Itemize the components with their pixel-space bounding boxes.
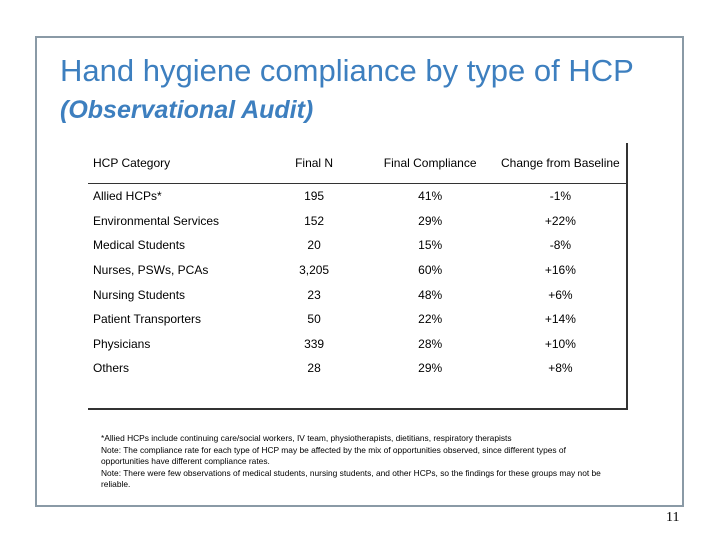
cell-change: +6% bbox=[548, 287, 573, 302]
cell-final-n: 50 bbox=[307, 312, 321, 327]
cell-final-compliance: 15% bbox=[418, 238, 443, 253]
cell-category: Physicians bbox=[93, 336, 151, 351]
cell-change: +10% bbox=[544, 336, 576, 351]
cell-final-compliance: 22% bbox=[418, 312, 443, 327]
cell-category: Patient Transporters bbox=[93, 312, 202, 327]
cell-change: -1% bbox=[549, 189, 572, 204]
cell-final-n: 195 bbox=[304, 189, 325, 204]
header-final-compliance: Final Compliance bbox=[366, 143, 495, 184]
table-row bbox=[88, 258, 626, 283]
slide-title bbox=[60, 52, 660, 129]
cell-final-n: 28 bbox=[307, 361, 321, 376]
cell-category: Allied HCPs* bbox=[93, 189, 162, 204]
header-final-n: Final N bbox=[263, 143, 366, 184]
table-row bbox=[88, 209, 626, 234]
table-header-row bbox=[88, 143, 626, 184]
cell-change: +8% bbox=[548, 361, 573, 376]
header-change-from-baseline: Change from Baseline bbox=[495, 143, 626, 184]
compliance-table bbox=[88, 143, 626, 381]
footnote-few-observations: Note: There were few observations of medical students, nursing students, and other HCPs, so the findings for these groups may not be reliable. bbox=[101, 467, 601, 490]
cell-final-compliance: 29% bbox=[418, 213, 443, 228]
cell-change: +22% bbox=[544, 213, 576, 228]
cell-final-n: 339 bbox=[304, 336, 325, 351]
header-hcp-category: HCP Category bbox=[88, 143, 263, 184]
cell-category: Nurses, PSWs, PCAs bbox=[93, 263, 209, 278]
table-row bbox=[88, 184, 626, 209]
cell-category: Nursing Students bbox=[93, 287, 186, 302]
cell-final-compliance: 48% bbox=[418, 287, 443, 302]
cell-final-n: 152 bbox=[304, 213, 325, 228]
table-row bbox=[88, 307, 626, 332]
cell-change: -8% bbox=[549, 238, 572, 253]
page-number: 11 bbox=[666, 510, 680, 525]
cell-change: +16% bbox=[544, 263, 576, 278]
cell-change: +14% bbox=[544, 312, 576, 327]
title-main: Hand hygiene compliance by type of HCP bbox=[60, 53, 634, 88]
table-row bbox=[88, 233, 626, 258]
cell-final-n: 3,205 bbox=[299, 263, 330, 278]
table-row bbox=[88, 356, 626, 381]
footnote-allied-hcps: *Allied HCPs include continuing care/social workers, IV team, physiotherapists, dietitians, respiratory therapists bbox=[101, 433, 512, 443]
cell-category: Medical Students bbox=[93, 238, 186, 253]
cell-category: Others bbox=[93, 361, 130, 376]
title-subtitle: (Observational Audit) bbox=[60, 96, 314, 124]
table-row bbox=[88, 332, 626, 357]
cell-final-compliance: 29% bbox=[418, 361, 443, 376]
cell-category: Environmental Services bbox=[93, 213, 220, 228]
cell-final-n: 23 bbox=[307, 287, 321, 302]
table-row bbox=[88, 282, 626, 307]
cell-final-n: 20 bbox=[307, 238, 321, 253]
footnotes bbox=[101, 433, 601, 491]
footnote-compliance-rate: Note: The compliance rate for each type of HCP may be affected by the mix of opportunities observed, since different types of opportunities have different compliance rates. bbox=[101, 444, 566, 467]
cell-final-compliance: 28% bbox=[418, 336, 443, 351]
cell-final-compliance: 41% bbox=[418, 189, 443, 204]
cell-final-compliance: 60% bbox=[418, 263, 443, 278]
